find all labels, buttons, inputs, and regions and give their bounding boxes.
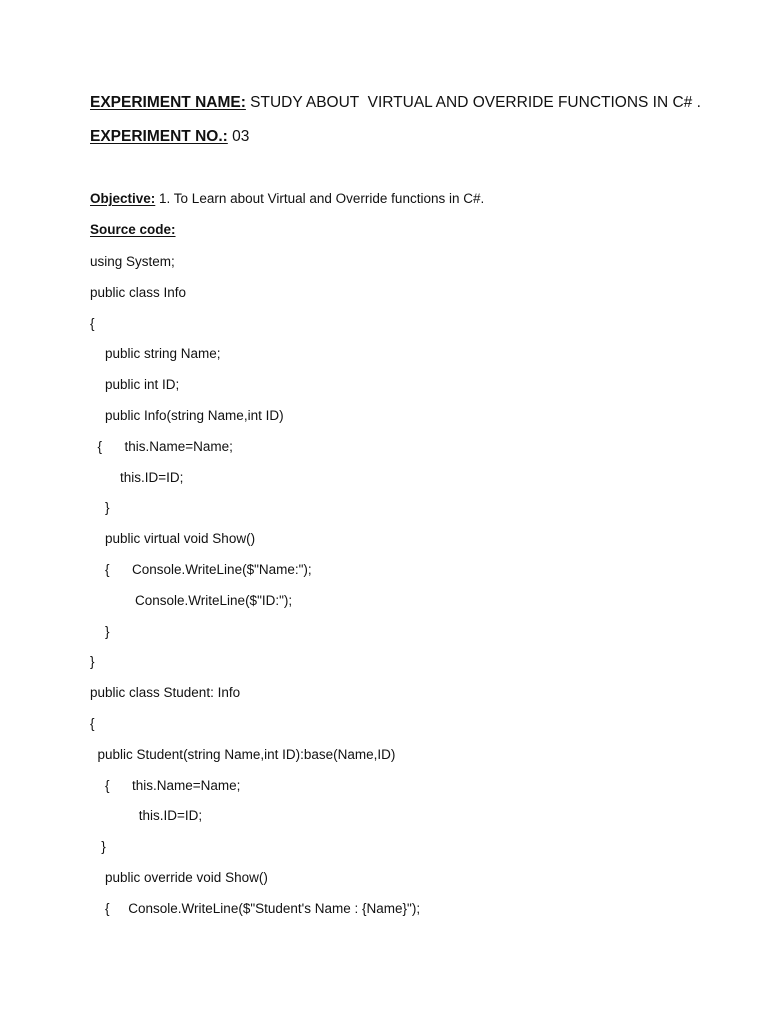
experiment-name-line: [90, 94, 701, 112]
code-line: }: [90, 839, 106, 855]
code-line: { this.Name=Name;: [90, 777, 241, 793]
code-line: {: [90, 715, 95, 731]
code-line: }: [90, 623, 110, 639]
code-line: public override void Show(): [90, 869, 268, 885]
code-line: this.ID=ID;: [90, 469, 184, 485]
experiment-name-label: EXPERIMENT NAME:: [90, 94, 246, 111]
experiment-name-value: STUDY ABOUT VIRTUAL AND OVERRIDE FUNCTIONS IN C# .: [245, 94, 701, 111]
code-line: public class Student: Info: [90, 685, 241, 701]
code-line: public string Name;: [90, 346, 221, 362]
experiment-no-label: EXPERIMENT NO.:: [90, 128, 228, 145]
objective-line: [90, 191, 484, 206]
code-line: Console.WriteLine($"ID:");: [90, 592, 293, 608]
code-line: { Console.WriteLine($"Student's Name : {Name}");: [90, 900, 421, 916]
source-code-label: Source code:: [90, 222, 176, 237]
code-line: using System;: [90, 254, 175, 269]
code-line: public Info(string Name,int ID): [90, 407, 284, 423]
source-code-block: [90, 252, 420, 930]
code-line: {: [90, 315, 95, 331]
code-line: this.ID=ID;: [90, 808, 203, 824]
code-line: public virtual void Show(): [90, 531, 256, 547]
source-code-heading: [90, 222, 176, 237]
code-line: public Student(string Name,int ID):base(Name,ID): [90, 746, 396, 762]
code-line: public class Info: [90, 284, 187, 300]
objective-label: Objective:: [90, 191, 156, 206]
code-line: { this.Name=Name;: [90, 438, 233, 454]
code-line: public int ID;: [90, 377, 180, 393]
objective-text: 1. To Learn about Virtual and Override functions in C#.: [155, 191, 485, 206]
code-line: }: [90, 654, 95, 670]
code-line: }: [90, 500, 110, 516]
experiment-no-line: [90, 128, 249, 146]
experiment-no-value: 03: [227, 128, 250, 145]
code-line: { Console.WriteLine($"Name:");: [90, 561, 312, 577]
